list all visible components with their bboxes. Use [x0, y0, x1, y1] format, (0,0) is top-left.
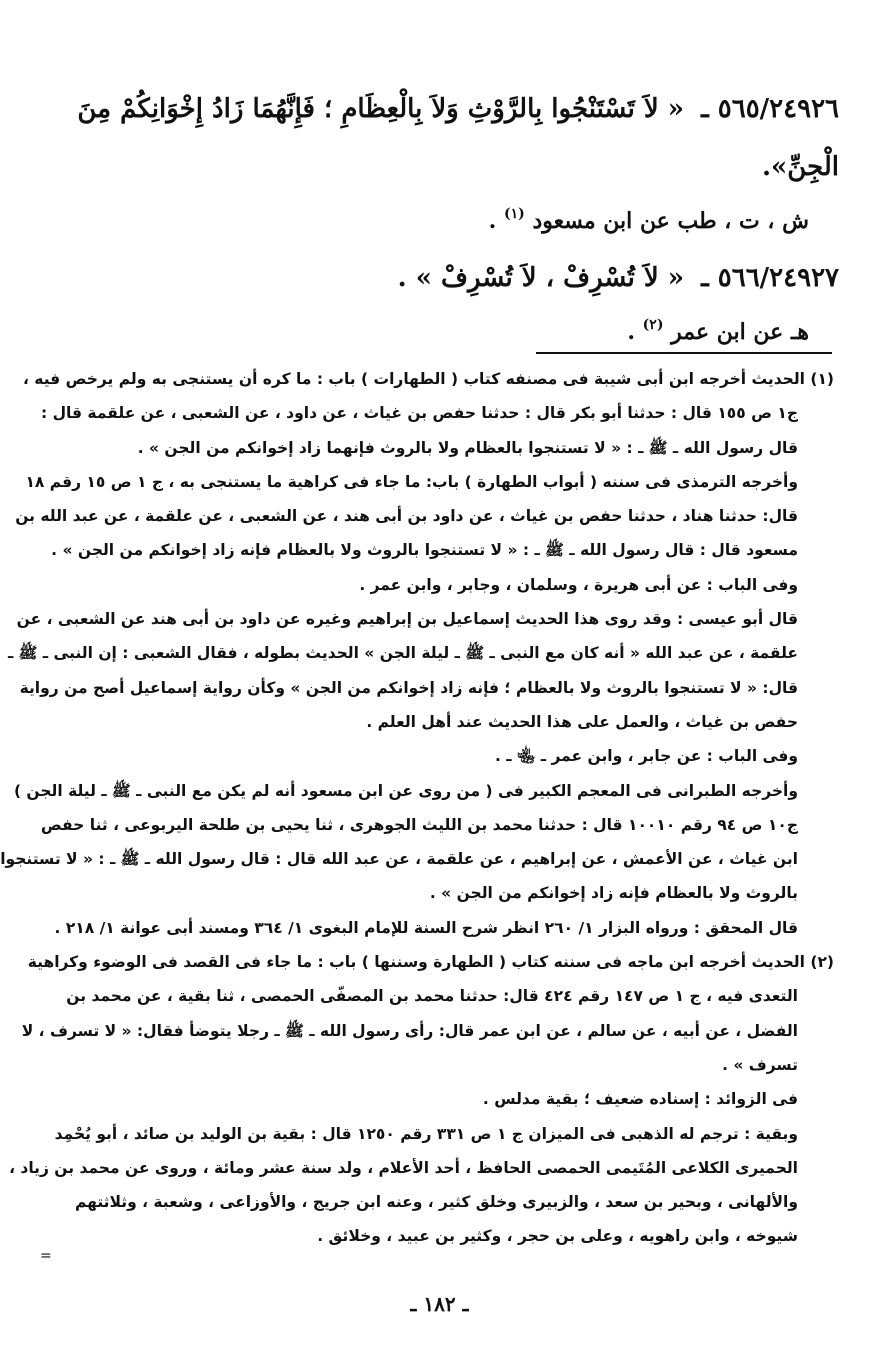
footnote-line: ج١ ص ١٥٥ قال : حدثنا أبو بكر قال : حدثنا حفص بن غياث ، عن داود ، عن الشعبى ، عن علقمة قال : — [41, 404, 798, 423]
footnote-line: قال المحقق : ورواه البزار ١/ ٢٦٠ انظر شرح السنة للإمام البغوى ١/ ٣٦٤ ومسند أبى عوانة ١/ ٢١٨ . — [54, 918, 798, 937]
footnote-line: حفص بن غياث ، والعمل على هذا الحديث عند أهل العلم . — [366, 712, 798, 731]
footnote-ref-2[interactable]: (٢) — [642, 317, 664, 333]
main-text — [40, 80, 839, 360]
margin-marker: = — [40, 1248, 52, 1264]
footnote-divider — [536, 352, 832, 354]
footnote-line: وأخرجه الترمذى فى سننه ( أبواب الطهارة ) باب: ما جاء فى كراهية ما يستنجى به ، ج ١ ص ١٥ رقم ١٨ — [25, 472, 798, 491]
hadith-566-source-end: . — [627, 319, 635, 345]
footnote-line: (٢) الحديث أخرجه ابن ماجه فى سننه كتاب ( الطهارة وسننها ) باب : ما جاء فى القصد فى الوضوء وكراهية — [27, 953, 834, 972]
hadith-565-source — [40, 196, 809, 249]
footnote-line: تسرف » . — [722, 1055, 798, 1074]
footnote-ref-1[interactable]: (١) — [504, 206, 525, 222]
footnote-line: التعدى فيه ، ج ١ ص ١٤٧ رقم ٤٢٤ قال: حدثنا محمد بن المصفّى الحمصى ، ثنا بقية ، عن محمد بن — [66, 987, 798, 1006]
hadith-566-text: « لاَ تُسْرِفْ ، لاَ تُسْرِفْ » . — [397, 263, 685, 293]
hadith-565-text: « لاَ تَسْتَنْجُوا بِالرَّوْثِ وَلاَ بِالْعِظَامِ ؛ فَإِنَّهُمَا زَادُ إِخْوَانِكُمْ مِنَ — [77, 94, 685, 124]
hadith-565-source-end: . — [488, 208, 497, 234]
footnote-line: مسعود قال : قال رسول الله ـ ﷺ ـ : « لا تستنجوا بالروث ولا بالعظام فإنه زاد إخوانكم من الجن » . — [51, 541, 798, 560]
footnote-line: قال: « لا تستنجوا بالروث ولا بالعظام ؛ فإنه زاد إخوانكم من الجن » وكأن رواية إسماعيل أصح من رواية — [19, 678, 798, 697]
footnote-line: والألهانى ، وبحير بن سعد ، والزبيرى وخلق كثير ، وعنه ابن جريج ، والأوزاعى ، وشعبة ، وثلاثتهم — [74, 1193, 798, 1212]
hadith-565-source-text: ش ، ت ، طب عن ابن مسعود — [532, 208, 809, 234]
footnote-line: وبقية : ترجم له الذهبى فى الميزان ج ١ ص ٣٣١ رقم ١٢٥٠ قال : بقية بن الوليد بن صائد ، أبو يُحْمِد — [54, 1124, 798, 1143]
footnote-line: الفضل ، عن أبيه ، عن سالم ، عن ابن عمر قال: رأى رسول الله ـ ﷺ ـ رجلا يتوضأ فقال: « لا تسرف ، لا — [21, 1021, 798, 1040]
hadith-565-number: ٥٦٥/٢٤٩٢٦ ـ — [701, 94, 839, 124]
footnote-line: وفى الباب : عن أبى هريرة ، وسلمان ، وجابر ، وابن عمر . — [359, 575, 798, 594]
hadith-566-source-text: هـ عن ابن عمر — [671, 319, 809, 345]
footnote-line: علقمة ، عن عبد الله « أنه كان مع النبى ـ ﷺ ـ ليلة الجن » الحديث بطوله ، فقال الشعبى : إن النبى ـ ﷺ ـ — [7, 644, 798, 663]
footnote-line: وفى الباب : عن جابر ، وابن عمر ـ ﵄ ـ . — [494, 747, 798, 766]
footnotes — [0, 362, 834, 1254]
hadith-565-line2 — [40, 138, 839, 196]
footnote-line: ابن غياث ، عن الأعمش ، عن إبراهيم ، عن علقمة ، عن عبد الله قال : قال رسول الله ـ ﷺ ـ : « لا تستنجوا — [0, 850, 798, 869]
footnote-line: فى الزوائد : إسناده ضعيف ؛ بقية مدلس . — [482, 1090, 798, 1109]
footnote-line: الحميرى الكلاعى المُتَيمى الحمصى الحافظ ، أحد الأعلام ، ولد سنة عشر ومائة ، وروى عن محمد بن زياد ، — [9, 1158, 798, 1177]
footnote-line: بالروث ولا بالعظام فإنه زاد إخوانكم من الجن » . — [429, 884, 798, 903]
hadith-565-text-cont: الْجِنِّ». — [761, 152, 839, 182]
hadith-565-line1 — [40, 80, 839, 138]
page-number: ـ ١٨٢ ـ — [410, 1292, 469, 1316]
footnote-line: قال: حدثنا هناد ، حدثنا حفص بن غياث ، عن داود بن أبى هند ، عن الشعبى ، عن علقمة ، عن عبد الله بن — [15, 507, 798, 526]
footnote-line: وأخرجه الطبرانى فى المعجم الكبير فى ( من روى عن ابن مسعود أنه لم يكن مع النبى ـ ﷺ ـ ليلة الجن ) — [13, 781, 798, 800]
footnote-line: ج١٠ ص ٩٤ رقم ١٠٠١٠ قال : حدثنا محمد بن الليث الجوهرى ، ثنا يحيى بن طلحة اليربوعى ، ثنا حفص — [40, 815, 798, 834]
footnote-line: قال أبو عيسى : وقد روى هذا الحديث إسماعيل بن إبراهيم وغيره عن داود بن أبى هند عن الشعبى ، عن — [16, 610, 798, 629]
hadith-566-line1 — [40, 249, 839, 307]
footnote-line: قال رسول الله ـ ﷺ ـ : « لا تستنجوا بالعظام ولا بالروث فإنهما زاد إخوانكم من الجن » . — [137, 438, 798, 457]
footnote-line: (١) الحديث أخرجه ابن أبى شيبة فى مصنفه كتاب ( الطهارات ) باب : ما كره أن يستنجى به ولم يرخص فيه ، — [23, 370, 834, 388]
footnote-line: شيوخه ، وابن راهويه ، وعلى بن حجر ، وكثير بن عبيد ، وخلائق . — [317, 1227, 798, 1246]
hadith-566-number: ٥٦٦/٢٤٩٢٧ ـ — [701, 263, 839, 293]
